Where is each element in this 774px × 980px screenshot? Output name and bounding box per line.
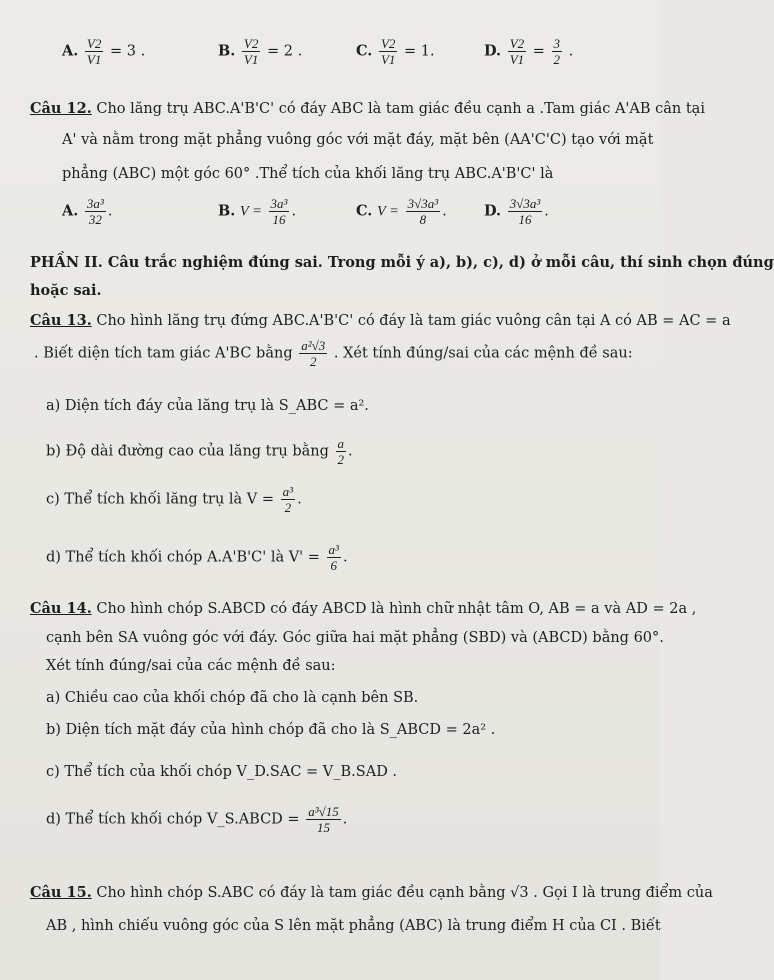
- q14-statement-a: a) Chiều cao của khối chóp đã cho là cạnh bên SB.: [46, 690, 419, 706]
- q12-number: Câu 12.: [30, 100, 92, 117]
- q13-number: Câu 13.: [30, 312, 92, 329]
- q12-option-d: D. $\frac{\text{3√3a³}}{16}$ .: [484, 196, 549, 227]
- q12-option-c: C. V = $\frac{\text{3√3a³}}{8}$ .: [356, 196, 447, 227]
- top-option-b: B. $\frac{V2}{V1}$ = 2 .: [218, 36, 303, 67]
- q12-option-a: A. $\frac{\text{3a³}}{32}$ .: [62, 196, 113, 227]
- q13-line-1: Câu 13. Cho hình lăng trụ đứng ABC.A'B'C' có đáy là tam giác vuông cân tại A có AB = AC = a: [30, 312, 731, 329]
- q12-line-3: phẳng (ABC) một góc 60° .Thể tích của khối lăng trụ ABC.A'B'C' là: [62, 166, 554, 182]
- q12-line-2: A' và nằm trong mặt phẳng vuông góc với mặt đáy, mặt bên (AA'C'C) tạo với mặt: [62, 132, 654, 148]
- q14-number: Câu 14.: [30, 600, 92, 617]
- part2-heading: PHẦN II. Câu trắc nghiệm đúng sai. Trong mỗi ý a), b), c), d) ở mỗi câu, thí sinh chọn đúng: [30, 254, 774, 271]
- q14-statement-d: d) Thể tích khối chóp V_S.ABCD = $\frac{\text{a³√15}}{15}$ .: [46, 804, 348, 835]
- q15-line-1: Câu 15. Cho hình chóp S.ABC có đáy là tam giác đều cạnh bằng √3 . Gọi I là trung điểm của: [30, 884, 713, 901]
- q13-line-2: . Biết diện tích tam giác A'BC bằng $\frac{\text{a²√3}}{2}$ . Xét tính đúng/sai của các mệnh đề sau:: [34, 338, 633, 369]
- q13-statement-d: d) Thể tích khối chóp A.A'B'C' là V' = $\frac{\text{a³}}{6}$ .: [46, 542, 348, 573]
- q15-line-2: AB , hình chiếu vuông góc của S lên mặt phẳng (ABC) là trung điểm H của CI . Biết: [46, 918, 661, 934]
- q12-option-b: B. V = $\frac{\text{3a³}}{16}$ .: [218, 196, 297, 227]
- top-option-c: C. $\frac{V2}{V1}$ = 1.: [356, 36, 435, 67]
- top-option-d: D. $\frac{V2}{V1}$ = $\frac{3}{2}$ .: [484, 36, 574, 67]
- q14-statement-c: c) Thể tích của khối chóp V_D.SAC = V_B.SAD .: [46, 764, 398, 780]
- part2-heading-cont: hoặc sai.: [30, 282, 102, 299]
- q13-statement-a: a) Diện tích đáy của lăng trụ là S_ABC = a².: [46, 398, 369, 414]
- q14-line-1: Câu 14. Cho hình chóp S.ABCD có đáy ABCD là hình chữ nhật tâm O, AB = a và AD = 2a ,: [30, 600, 697, 617]
- top-option-a: A. $\frac{V2}{V1}$ = 3 .: [62, 36, 146, 67]
- q14-line-3: Xét tính đúng/sai của các mệnh đề sau:: [46, 658, 336, 674]
- q12-line-1: Câu 12. Cho lăng trụ ABC.A'B'C' có đáy ABC là tam giác đều cạnh a .Tam giác A'AB cân tại: [30, 100, 705, 117]
- q15-number: Câu 15.: [30, 884, 92, 901]
- q13-statement-b: b) Độ dài đường cao của lăng trụ bằng $\frac{a}{2}$ .: [46, 436, 353, 467]
- q14-line-2: cạnh bên SA vuông góc với đáy. Góc giữa hai mặt phẳng (SBD) và (ABCD) bằng 60°.: [46, 630, 664, 646]
- q13-statement-c: c) Thể tích khối lăng trụ là V = $\frac{\text{a³}}{2}$ .: [46, 484, 302, 515]
- q14-statement-b: b) Diện tích mặt đáy của hình chóp đã cho là S_ABCD = 2a² .: [46, 722, 496, 738]
